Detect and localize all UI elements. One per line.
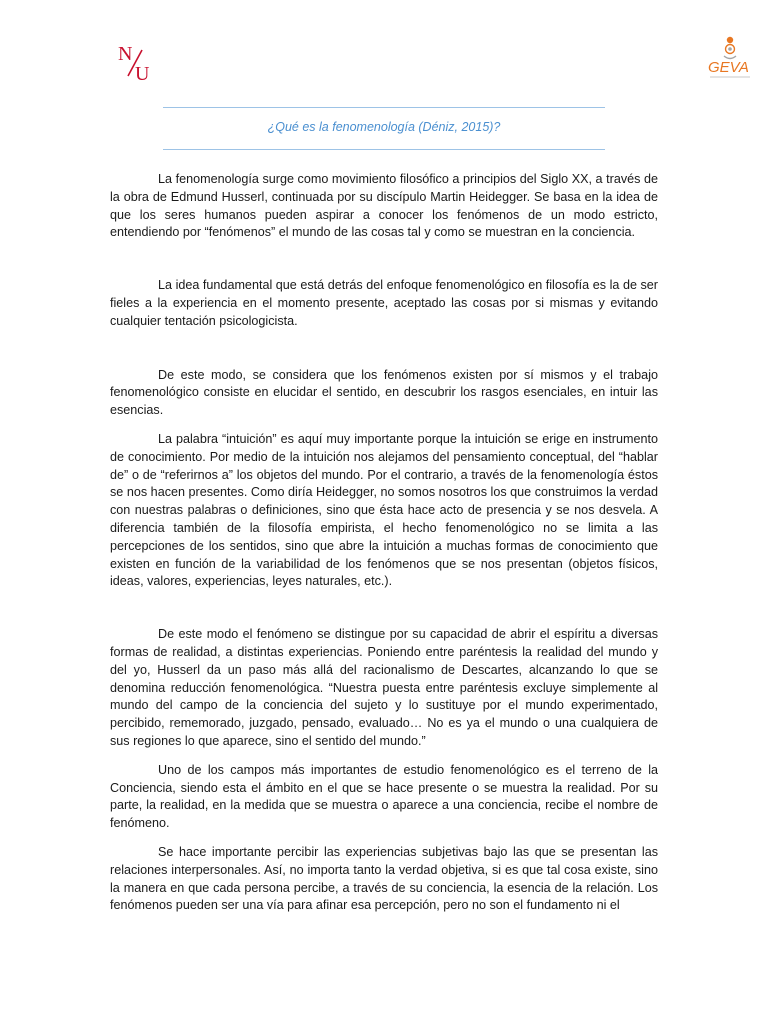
paragraph-3: De este modo, se considera que los fenómenos existen por sí mismos y el trabajo fenomenológico consiste en elucidar el sentido, en descubrir los rasgos esenciales, en intuir las esencias.	[110, 367, 658, 418]
page-title: ¿Qué es la fenomenología (Déniz, 2015)?	[267, 120, 501, 134]
svg-text:N: N	[118, 43, 133, 65]
svg-text:U: U	[135, 63, 150, 84]
university-logo	[116, 40, 160, 84]
paragraph-4: La palabra “intuición” es aquí muy importante porque la intuición se erige en instrumento de conocimiento. Por medio de la intuición nos alejamos del pensamiento conceptual, del “hablar de” o de “referirnos a” los objetos del mundo. Por el contrario, a través de la fenomenología éstos se nos hacen presentes. Como diría Heidegger, no somos nosotros los que construimos la verdad con nuestras palabras o definiciones, sino que ésta hace acto de presencia y se nos desvela. A diferencia también de la filosofía empirista, el hecho fenomenológico no se limita a las percepciones de los sentidos, sino que abre la intuición a muchas formas de conocimiento que existen en función de la variabilidad de los fenómenos que se nos presentan (objetos físicos, ideas, valores, experiencias, leyes naturales, etc.).	[110, 431, 658, 589]
svg-text:GEVA: GEVA	[708, 59, 749, 76]
title-top-rule	[163, 107, 605, 108]
paragraph-1: La fenomenología surge como movimiento filosófico a principios del Siglo XX, a través de la obra de Edmund Husserl, continuada por su discípulo Martin Heidegger. Se basa en la idea de que los seres humanos pueden aspirar a conocer los fenómenos de un modo estricto, entendiendo por “fenómenos” el mundo de las cosas tal y como se muestran en la conciencia.	[110, 172, 658, 240]
paragraph-5: De este modo el fenómeno se distingue por su capacidad de abrir el espíritu a diversas formas de realidad, a distintas experiencias. Poniendo entre paréntesis la realidad del mundo y del yo, Husserl da un paso más allá del racionalismo de Descartes, alcanzando lo que se denomina reducción fenomenológica. “Nuestra puesta entre paréntesis excluye simplemente al mundo del campo de la conciencia del sujeto y lo sustituye por el mundo experimentado, percibido, rememorado, juzgado, pensado, evaluado… No es ya el mundo o una cualquiera de sus regiones lo que aparece, sino el sentido del mundo.”	[110, 627, 658, 748]
paragraph-7: Se hace importante percibir las experiencias subjetivas bajo las que se presentan las relaciones interpersonales. Así, no importa tanto la verdad objetiva, si es que tal cosa existe, sino la manera en que cada persona percibe, a través de su conciencia, la esencia de la relación. Los fenómenos pueden ser una vía para afinar esa percepción, pero no son el fundamento ni el	[110, 844, 658, 913]
paragraph-6: Uno de los campos más importantes de estudio fenomenológico es el terreno de la Conciencia, siendo esta el ámbito en el que se hace presente o se muestra la realidad. Por su parte, la realidad, en la medida que se muestra o aparece a una conciencia, recibe el nombre de fenómeno.	[110, 762, 658, 831]
title-bottom-rule	[163, 149, 605, 150]
document-body	[110, 171, 658, 915]
geva-logo	[700, 34, 752, 80]
paragraph-2: La idea fundamental que está detrás del enfoque fenomenológico en filosofía es la de ser fieles a la experiencia en el momento presente, aceptado las cosas por si mismas y evitando cualquier tentación psicologicista.	[110, 278, 658, 328]
